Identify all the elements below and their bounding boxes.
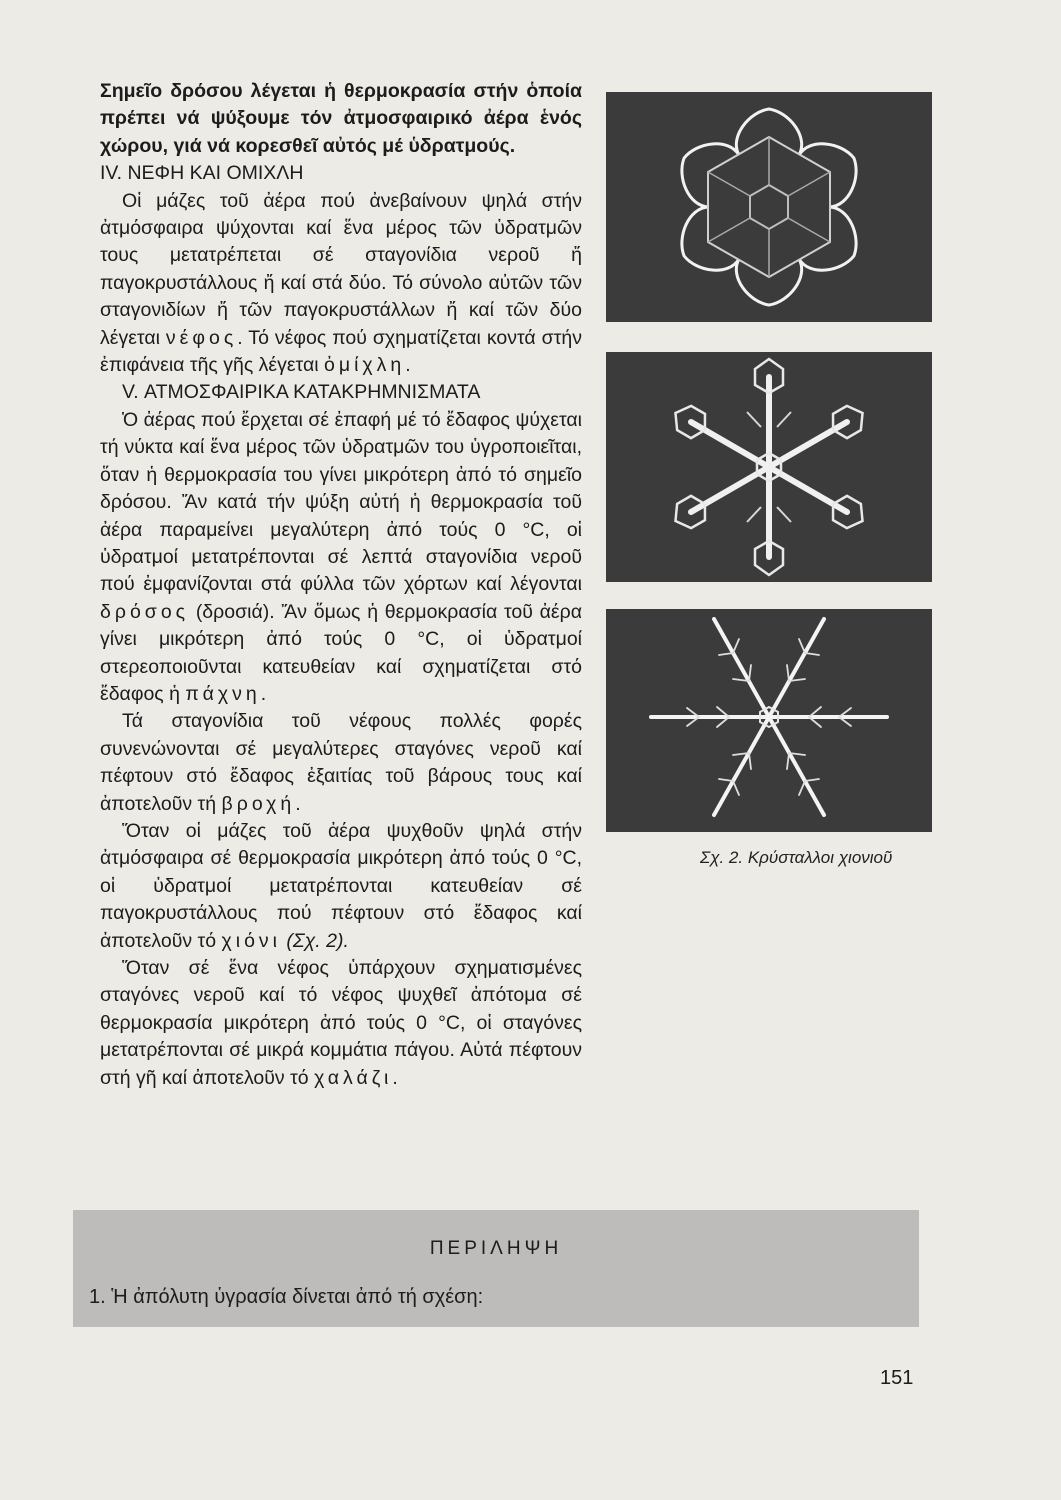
summary-title: ΠΕΡΙΛΗΨΗ	[429, 1238, 563, 1259]
snowflake-photo-dendrite	[606, 609, 932, 832]
section-heading-precipitation: V. ΑΤΜΟΣΦΑΙΡΙΚΑ ΚΑΤΑΚΡΗΜΝΙΣΜΑΤΑ	[122, 381, 481, 404]
figure-reference: (Σχ. 2).	[281, 929, 349, 952]
rain-paragraph: Τά σταγονίδια τοῦ νέφους πολλές φορές συνενώνονται σέ μεγαλύτερες σταγόνες νεροῦ καί πέφτουν στό ἔδαφος ἐξαιτίας τοῦ βάρους τους καί ἀποτελοῦν τή βροχή.	[100, 710, 582, 815]
snowflake-dendrite-illustration	[606, 609, 932, 832]
term-cloud: νέφος	[165, 326, 238, 349]
hail-paragraph: Ὅταν σέ ἕνα νέφος ὑπάρχουν σχηματισμένες σταγόνες νεροῦ καί τό νέφος ψυχθεῖ ἀπότομα σέ θερμοκρασία μικρότερη ἀπό τούς 0 °C, οἱ σταγόνες μετατρέπονται σέ μικρά κομμάτια πάγου. Αὐτά πέφτουν στή γῆ καί ἀποτελοῦν τό χαλάζι.	[100, 957, 582, 1089]
section-heading-clouds: IV. ΝΕΦΗ ΚΑΙ ΟΜΙΧΛΗ	[100, 162, 304, 185]
snowflake-photo-stellar	[606, 352, 932, 582]
page-number: 151	[880, 1367, 914, 1389]
snowflake-stellar-illustration	[606, 352, 932, 582]
main-text-column	[100, 78, 582, 1092]
clouds-paragraph: Οἱ μάζες τοῦ ἀέρα πού ἀνεβαίνουν ψηλά στήν ἀτμόσφαιρα ψύχονται καί ἕνα μέρος τῶν ὑδρατμῶν τους μετατρέπεται σέ σταγονίδια νεροῦ ἤ παγοκρυστάλλους ἤ καί στά δύο. Τό σύνολο αὐτῶν τῶν σταγονιδίων ἤ τῶν παγοκρυστάλλων ἤ καί τῶν δύο λέγεται νέφος. Τό νέφος πού σχηματίζεται κοντά στήν ἐπιφάνεια τῆς γῆς λέγεται ὀμίχλη.	[100, 189, 582, 377]
snow-paragraph: Ὅταν οἱ μάζες τοῦ ἀέρα ψυχθοῦν ψηλά στήν ἀτμόσφαιρα σέ θερμοκρασία μικρότερη ἀπό τούς 0 °C, οἱ ὑδρατμοί μετατρέπονται κατευθείαν σέ παγοκρυστάλλους πού πέφτουν στό ἔδαφος καί ἀποτελοῦν τό χιόνι (Σχ. 2).	[100, 819, 582, 952]
term-fog: ὀμίχλη	[323, 354, 406, 377]
snowflake-photo-plate	[606, 92, 932, 322]
term-rain: βροχή	[221, 792, 296, 815]
dew-frost-paragraph: Ὁ ἀέρας πού ἔρχεται σέ ἐπαφή μέ τό ἔδαφος ψύχεται τή νύκτα καί ἕνα μέρος τῶν ὑδρατμῶν του ὑγροποιεῖται, ὅταν ἡ θερμοκρασία του γίνει μικρότερη ἀπό τό σημεῖο δρόσου. Ἄν κατά τήν ψύξη αὐτή ἡ θερμοκρασία τοῦ ἀέρα παραμείνει μεγαλύτερη ἀπό τούς 0 °C, οἱ ὑδρατμοί μετατρέπονται σέ λεπτά σταγονίδια νεροῦ πού ἐμφανίζονται στά φύλλα τῶν χόρτων καί λέγονται δρόσος (δροσιά). Ἄν ὅμως ἡ θερμοκρασία τοῦ ἀέρα γίνει μικρότερη ἀπό τούς 0 °C, οἱ ὑδρατμοί στερεοποιοῦνται κατευθείαν καί σχηματίζεται στό ἔδαφος ἡ πάχνη.	[100, 408, 582, 705]
figure-caption: Σχ. 2. Κρύσταλλοι χιονιοῦ	[700, 848, 893, 867]
term-snow: χιόνι	[221, 929, 282, 952]
dew-point-definition: Σημεῖο δρόσου λέγεται ἡ θερμοκρασία στήν ὁποία πρέπει νά ψύξουμε τόν ἀτμοσφαιρικό ἀέρα ἑνός χώρου, γιά νά κορεσθεῖ αὐτός μέ ὑδρατμούς.	[100, 80, 582, 157]
summary-item-1: 1. Ἡ ἀπόλυτη ὑγρασία δίνεται ἀπό τή σχέση:	[89, 1286, 484, 1308]
snowflake-plate-illustration	[606, 92, 932, 322]
term-dew: δρόσος	[100, 600, 190, 623]
term-frost: πάχνη	[185, 682, 261, 705]
term-hail: χαλάζι	[314, 1066, 393, 1089]
summary-box	[73, 1210, 919, 1327]
